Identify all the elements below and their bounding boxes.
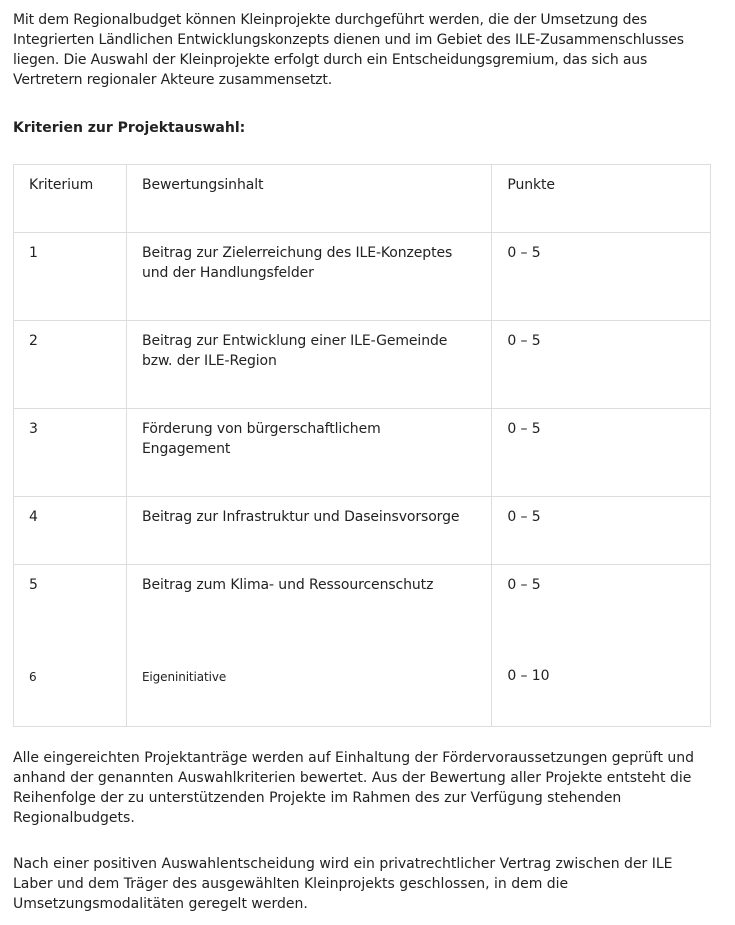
cell-number-merged bbox=[14, 565, 127, 727]
cell-number: 5 bbox=[29, 577, 38, 593]
outro-line: Alle eingereichten Projektanträge werden auf Einhaltung der Fördervoraussetzungen geprüft und bbox=[13, 750, 695, 766]
cell-points: 0 – 5 bbox=[492, 321, 711, 409]
cell-content-line: Beitrag zur Zielerreichung des ILE-Konzeptes bbox=[141, 245, 453, 261]
cell-points: 0 – 5 bbox=[492, 497, 711, 565]
criteria-table bbox=[13, 164, 711, 727]
table-row bbox=[14, 233, 711, 321]
cell-content-line: Eigeninitiative bbox=[141, 670, 227, 684]
cell-number: 6 bbox=[29, 670, 37, 684]
document-page bbox=[13, 10, 718, 912]
outro-line: Reihenfolge der zu unterstützenden Projekte im Rahmen des zur Verfügung stehenden bbox=[13, 790, 622, 806]
intro-line: Mit dem Regionalbudget können Kleinprojekte durchgeführt werden, die der Umsetzung des bbox=[13, 12, 647, 28]
cell-content-line: Beitrag zum Klima- und Ressourcenschutz bbox=[141, 577, 434, 593]
cell-points: 0 – 5 bbox=[492, 409, 711, 497]
cell-number: 4 bbox=[14, 497, 127, 565]
header-cell-content: Bewertungsinhalt bbox=[126, 165, 491, 233]
intro-line: Vertretern regionaler Akteure zusammensetzt. bbox=[13, 72, 333, 88]
cell-content bbox=[126, 409, 491, 497]
outro-line: Laber und dem Träger des ausgewählten Kleinprojekts geschlossen, in dem die bbox=[13, 876, 569, 892]
cell-content-line: Beitrag zur Infrastruktur und Daseinsvorsorge bbox=[141, 509, 460, 525]
cell-number: 2 bbox=[14, 321, 127, 409]
cell-content-line: Förderung von bürgerschaftlichem bbox=[141, 421, 381, 437]
cell-content-line: bzw. der ILE-Region bbox=[141, 353, 277, 369]
intro-line: Integrierten Ländlichen Entwicklungskonzepts dienen und im Gebiet des ILE-Zusammenschlusses bbox=[13, 32, 684, 48]
intro-paragraph bbox=[13, 10, 718, 90]
cell-content bbox=[126, 497, 491, 565]
outro-line: anhand der genannten Auswahlkriterien bewertet. Aus der Bewertung aller Projekte entsteht die bbox=[13, 770, 692, 786]
outro-line: Umsetzungsmodalitäten geregelt werden. bbox=[13, 896, 308, 912]
cell-number: 1 bbox=[14, 233, 127, 321]
cell-content-line: Engagement bbox=[141, 441, 231, 457]
table-row bbox=[14, 565, 711, 727]
intro-line: liegen. Die Auswahl der Kleinprojekte erfolgt durch ein Entscheidungsgremium, das sich aus bbox=[13, 52, 648, 68]
table-row bbox=[14, 409, 711, 497]
cell-points: 0 – 5 bbox=[507, 577, 541, 593]
table-header-row bbox=[14, 165, 711, 233]
cell-content-line: Beitrag zur Entwicklung einer ILE-Gemeinde bbox=[141, 333, 448, 349]
evaluation-paragraph bbox=[13, 748, 694, 828]
table-row bbox=[14, 497, 711, 565]
header-cell-points: Punkte bbox=[492, 165, 711, 233]
cell-points: 0 – 10 bbox=[507, 668, 550, 684]
header-cell-criterion: Kriterium bbox=[14, 165, 127, 233]
cell-points-merged bbox=[492, 565, 711, 727]
contract-paragraph bbox=[13, 854, 673, 914]
criteria-heading: Kriterien zur Projektauswahl: bbox=[13, 120, 246, 136]
cell-content bbox=[126, 321, 491, 409]
cell-points: 0 – 5 bbox=[492, 233, 711, 321]
table-row bbox=[14, 321, 711, 409]
outro-line: Regionalbudgets. bbox=[13, 810, 135, 826]
cell-content bbox=[126, 233, 491, 321]
cell-number: 3 bbox=[14, 409, 127, 497]
cell-content-merged bbox=[126, 565, 491, 727]
outro-line: Nach einer positiven Auswahlentscheidung wird ein privatrechtlicher Vertrag zwischen der ILE bbox=[13, 856, 673, 872]
cell-content-line: und der Handlungsfelder bbox=[141, 265, 314, 281]
